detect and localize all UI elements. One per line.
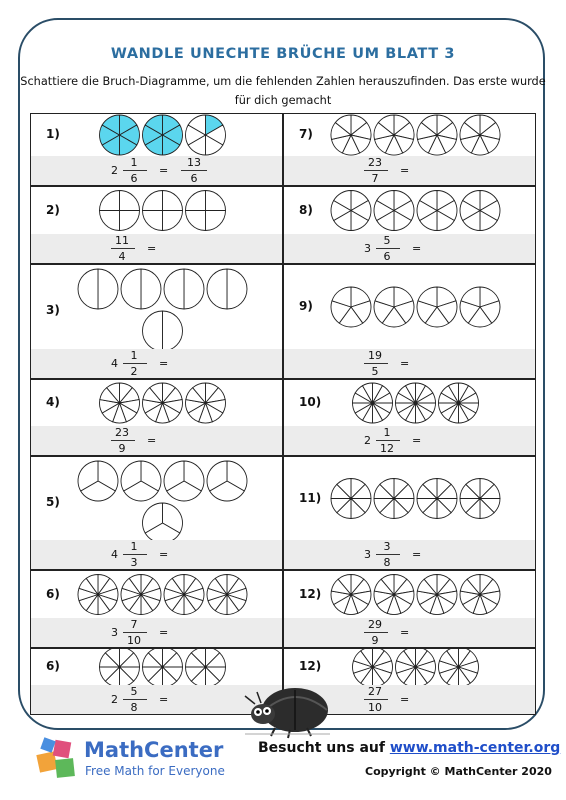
brand-tagline: Free Math for Everyone <box>85 764 225 778</box>
fraction-expression <box>31 618 284 647</box>
numerator: 19 <box>368 349 382 362</box>
fraction-circle <box>207 269 247 309</box>
numerator: 1 <box>130 540 138 553</box>
sector[interactable] <box>141 269 161 309</box>
equals-sign: = <box>159 164 169 177</box>
fraction-circle <box>143 191 183 231</box>
fraction-circle <box>121 575 161 615</box>
denominator: 8 <box>130 701 138 714</box>
sector[interactable] <box>186 191 206 211</box>
fraction-circle <box>207 575 247 615</box>
fraction-circle <box>460 287 500 327</box>
fraction-circle <box>164 575 204 615</box>
numerator: 1 <box>130 349 138 362</box>
fraction-expression <box>31 234 284 263</box>
equals-sign: = <box>159 626 169 639</box>
sector[interactable] <box>184 269 204 309</box>
fraction-bar <box>111 440 135 441</box>
denominator: 6 <box>383 250 391 263</box>
denominator: 8 <box>383 556 391 569</box>
numerator: 27 <box>368 685 382 698</box>
problem-number: 6) <box>46 586 60 601</box>
problem-cell <box>283 379 536 456</box>
problem-number: 3) <box>46 303 60 317</box>
fraction-circle <box>353 649 393 685</box>
problem-number: 8) <box>299 202 313 217</box>
whole-number: 3 <box>364 242 371 255</box>
fraction-circle <box>143 115 183 155</box>
fraction-circle <box>396 649 436 685</box>
fraction-circle <box>331 479 371 519</box>
fraction-circle <box>374 479 414 519</box>
fraction-circle <box>374 115 414 155</box>
sector[interactable] <box>227 269 247 309</box>
fraction-circle <box>143 383 183 423</box>
fraction-circle <box>417 115 457 155</box>
fraction-circle <box>121 461 161 501</box>
problem-cell <box>283 570 536 648</box>
fraction-circle <box>186 649 226 685</box>
answer-fraction-bar <box>181 170 207 171</box>
equals-sign: = <box>400 693 410 706</box>
fraction-circles <box>284 265 537 349</box>
problem-number: 4) <box>46 395 60 409</box>
problem-cell <box>283 113 536 186</box>
fraction-bar <box>364 363 388 364</box>
fraction-circle <box>374 191 414 231</box>
fraction-circle <box>100 383 140 423</box>
equals-sign: = <box>412 548 422 561</box>
sector[interactable] <box>98 269 118 309</box>
copyright-text: Copyright © MathCenter 2020 <box>365 765 552 778</box>
problem-number: 12) <box>299 586 322 601</box>
sector[interactable] <box>206 211 226 231</box>
denominator: 2 <box>130 365 138 378</box>
equals-sign: = <box>412 242 422 255</box>
denominator: 10 <box>368 701 382 714</box>
problem-number: 6) <box>46 659 60 673</box>
problem-cell <box>30 186 283 264</box>
sector[interactable] <box>143 211 163 231</box>
fraction-bar <box>111 248 135 249</box>
problem-cell <box>283 456 536 570</box>
whole-number: 2 <box>364 434 371 447</box>
numerator: 5 <box>130 685 138 698</box>
problem-cell <box>283 186 536 264</box>
whole-number: 3 <box>111 626 118 639</box>
equals-sign: = <box>412 434 422 447</box>
fraction-circle <box>396 383 436 423</box>
fraction-circle <box>417 479 457 519</box>
numerator: 3 <box>383 540 391 553</box>
fraction-circle <box>143 503 183 540</box>
fraction-circle <box>143 649 183 685</box>
problem-number: 5) <box>46 495 60 509</box>
sector[interactable] <box>120 191 140 211</box>
fraction-circles <box>31 571 284 618</box>
fraction-expression <box>31 426 284 455</box>
sector[interactable] <box>163 211 183 231</box>
fraction-circle <box>439 649 479 685</box>
whole-number: 2 <box>111 693 118 706</box>
problem-number: 1) <box>46 127 60 141</box>
sector[interactable] <box>163 191 183 211</box>
equals-sign: = <box>400 626 410 639</box>
mathcenter-logo <box>34 735 80 781</box>
fraction-bar <box>376 440 400 441</box>
denominator: 6 <box>130 172 138 185</box>
numerator: 1 <box>130 156 138 169</box>
problem-grid <box>30 113 536 715</box>
problem-number: 2) <box>46 202 60 217</box>
fraction-bar <box>364 632 388 633</box>
answer-denominator: 6 <box>190 172 198 185</box>
beetle-illustration <box>235 670 335 740</box>
denominator: 9 <box>371 634 379 647</box>
fraction-circle <box>417 191 457 231</box>
fraction-circle <box>460 191 500 231</box>
fraction-circle <box>121 269 161 309</box>
equals-sign: = <box>159 548 169 561</box>
fraction-bar <box>123 554 147 555</box>
fraction-circle <box>164 269 204 309</box>
fraction-circles <box>31 114 284 156</box>
problem-number: 11) <box>299 490 322 505</box>
fraction-expression <box>31 540 284 569</box>
worksheet-title: WANDLE UNECHTE BRÜCHE UM BLATT 3 <box>110 46 456 62</box>
fraction-circles <box>31 380 284 426</box>
fraction-circle <box>331 575 371 615</box>
fraction-circle <box>99 115 139 155</box>
sector[interactable] <box>143 191 163 211</box>
problem-cell <box>30 379 283 456</box>
denominator: 7 <box>371 172 379 185</box>
fraction-circle <box>374 287 414 327</box>
fraction-circle <box>460 479 500 519</box>
fraction-bar <box>123 699 147 700</box>
problem-number: 7) <box>299 127 313 141</box>
sector[interactable] <box>207 269 227 309</box>
sector[interactable] <box>206 191 226 211</box>
denominator: 4 <box>118 250 126 263</box>
denominator: 5 <box>371 365 379 378</box>
fraction-expression <box>284 234 537 263</box>
sector[interactable] <box>164 269 184 309</box>
visit-line <box>258 740 560 756</box>
fraction-circles <box>284 380 537 426</box>
equals-sign: = <box>159 357 169 370</box>
sector[interactable] <box>163 311 183 349</box>
denominator: 3 <box>130 556 138 569</box>
fraction-circle <box>186 383 226 423</box>
fraction-circle <box>460 115 500 155</box>
fraction-circle <box>186 115 226 155</box>
equals-sign: = <box>159 693 169 706</box>
fraction-expression <box>284 426 537 455</box>
sector[interactable] <box>100 211 120 231</box>
whole-number: 4 <box>111 357 118 370</box>
problem-number: 9) <box>299 299 313 313</box>
numerator: 29 <box>368 618 382 631</box>
fraction-circle <box>331 191 371 231</box>
fraction-circles <box>31 265 284 349</box>
sector[interactable] <box>78 269 98 309</box>
numerator: 11 <box>115 234 129 247</box>
fraction-circle <box>374 575 414 615</box>
fraction-bar <box>364 699 388 700</box>
fraction-circles <box>31 187 284 234</box>
fraction-bar <box>376 248 400 249</box>
problem-number: 12) <box>299 659 322 673</box>
denominator: 9 <box>118 442 126 455</box>
fraction-circles <box>284 114 537 156</box>
fraction-circle <box>78 461 118 501</box>
instructions-line-1: Schattiere die Bruch-Diagramme, um die fehlenden Zahlen herauszufinden. Das erste wurde <box>20 75 546 88</box>
fraction-circle <box>417 287 457 327</box>
visit-prefix: Besucht uns auf <box>258 740 385 756</box>
sector[interactable] <box>143 311 163 349</box>
fraction-circle <box>186 191 226 231</box>
problem-cell <box>30 456 283 570</box>
problem-cell <box>283 264 536 379</box>
numerator: 7 <box>130 618 138 631</box>
website-link[interactable]: www.math-center.org <box>389 740 561 756</box>
fraction-bar <box>123 363 147 364</box>
fraction-circles <box>31 457 284 540</box>
answer-numerator: 13 <box>187 156 201 169</box>
sector[interactable] <box>100 191 120 211</box>
numerator: 1 <box>383 426 391 439</box>
fraction-expression <box>284 349 537 378</box>
numerator: 5 <box>383 234 391 247</box>
sector[interactable] <box>120 211 140 231</box>
fraction-expression <box>284 618 537 647</box>
sector[interactable] <box>121 269 141 309</box>
whole-number: 3 <box>364 548 371 561</box>
fraction-expression <box>31 156 284 185</box>
fraction-circle <box>78 575 118 615</box>
whole-number: 4 <box>111 548 118 561</box>
whole-number: 2 <box>111 164 118 177</box>
problem-cell <box>30 570 283 648</box>
fraction-expression <box>284 156 537 185</box>
fraction-circle <box>100 191 140 231</box>
fraction-circle <box>78 269 118 309</box>
denominator: 10 <box>127 634 141 647</box>
brand-name: MathCenter <box>84 738 224 762</box>
equals-sign: = <box>400 164 410 177</box>
fraction-circle <box>207 461 247 501</box>
instructions-line-2: für dich gemacht <box>234 94 332 107</box>
numerator: 23 <box>368 156 382 169</box>
fraction-circle <box>100 649 140 685</box>
problem-cell <box>30 113 283 186</box>
numerator: 23 <box>115 426 129 439</box>
fraction-bar <box>123 170 147 171</box>
fraction-circles <box>284 457 537 540</box>
fraction-bar <box>376 554 400 555</box>
equals-sign: = <box>147 434 157 447</box>
fraction-bar <box>123 632 147 633</box>
equals-sign: = <box>147 242 157 255</box>
fraction-expression <box>31 349 284 378</box>
fraction-circle <box>417 575 457 615</box>
sector[interactable] <box>186 211 206 231</box>
fraction-circle <box>460 575 500 615</box>
fraction-circle <box>143 311 183 349</box>
fraction-expression <box>284 540 537 569</box>
fraction-circles <box>284 187 537 234</box>
fraction-circle <box>331 287 371 327</box>
fraction-circle <box>353 383 393 423</box>
fraction-bar <box>364 170 388 171</box>
denominator: 12 <box>380 442 394 455</box>
problem-number: 10) <box>299 395 322 409</box>
fraction-circle <box>331 115 371 155</box>
fraction-circles <box>284 571 537 618</box>
fraction-circle <box>439 383 479 423</box>
equals-sign: = <box>400 357 410 370</box>
problem-cell <box>30 264 283 379</box>
fraction-circle <box>164 461 204 501</box>
